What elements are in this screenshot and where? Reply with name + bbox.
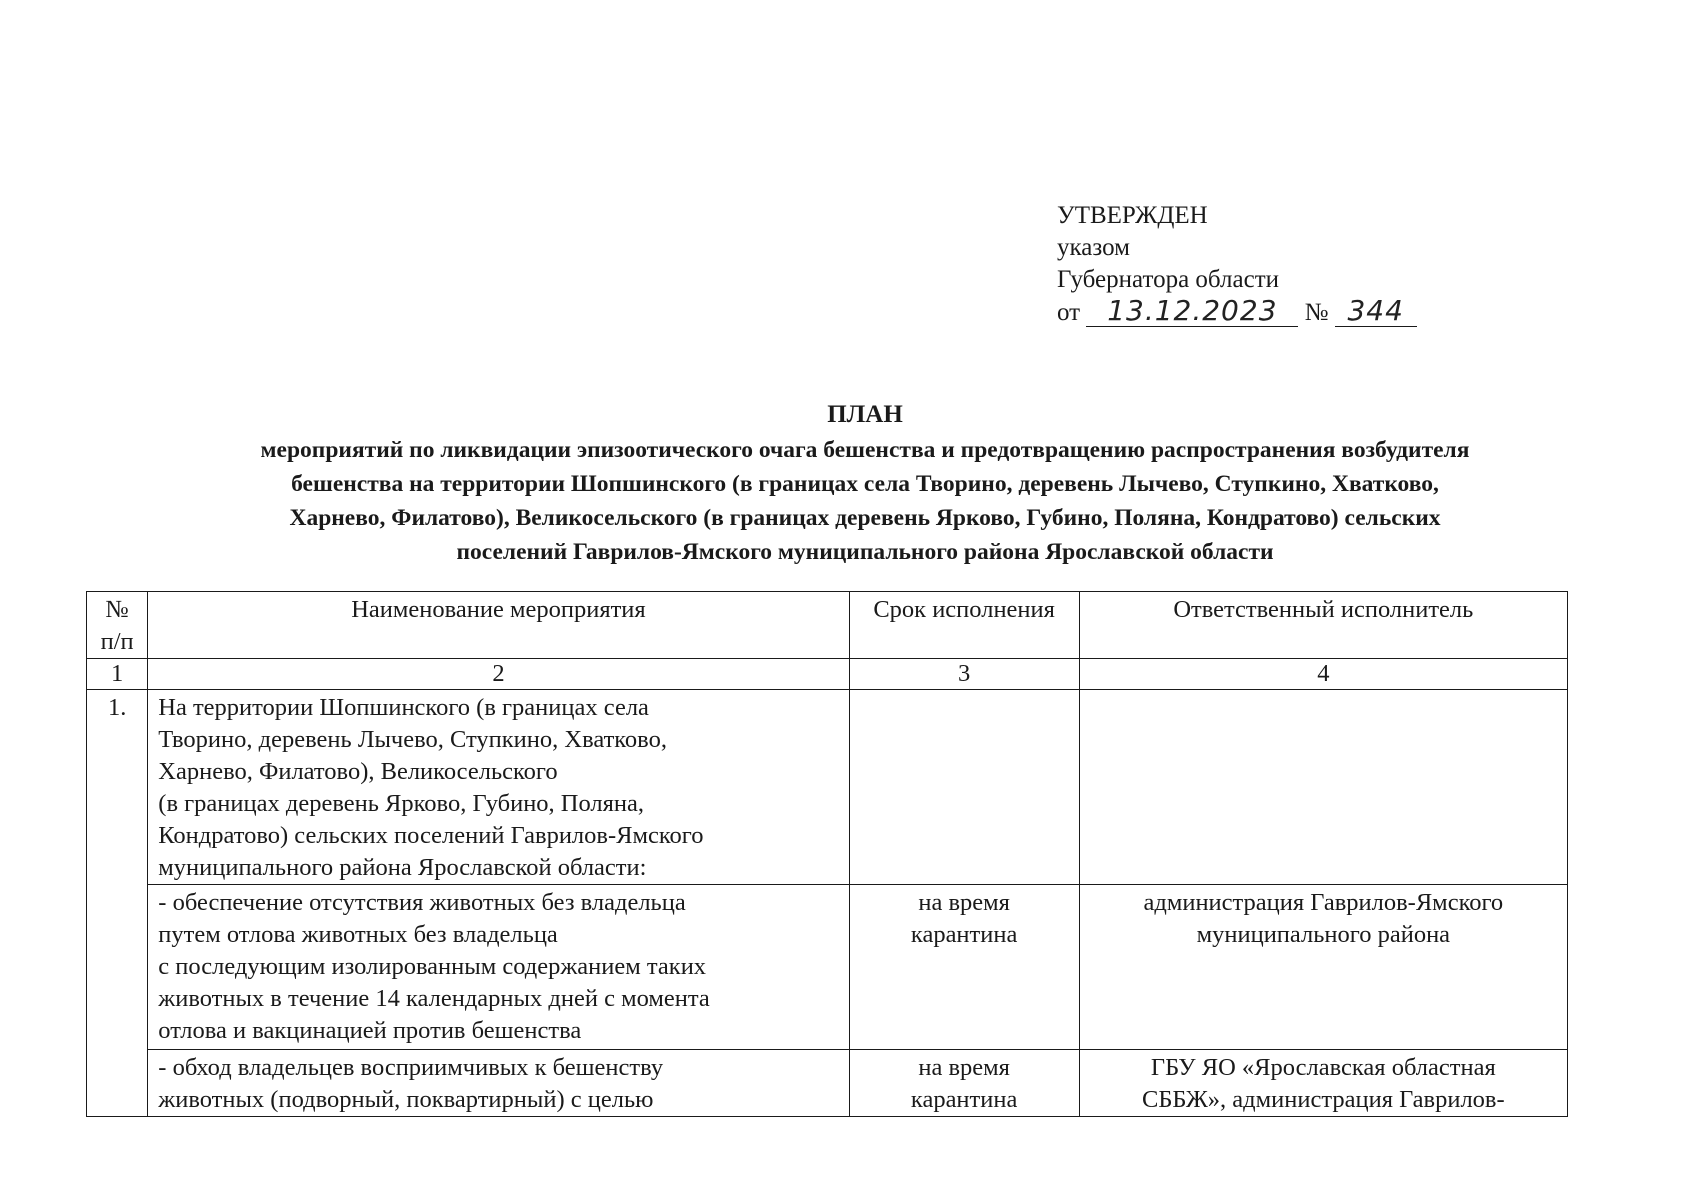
number-cell: 2 <box>148 659 849 690</box>
date-prefix: от <box>1057 299 1081 326</box>
activity-cell <box>148 1050 849 1117</box>
term-cell <box>849 885 1079 1050</box>
header-term: Срок исполнения <box>849 592 1079 659</box>
text-line: на время <box>918 889 1010 916</box>
text-line: (в границах деревень Ярково, Губино, Поляна, <box>158 790 645 817</box>
header-activity: Наименование мероприятия <box>148 592 849 659</box>
approval-stamp <box>1057 200 1417 329</box>
number-prefix: № <box>1304 299 1329 326</box>
header-responsible: Ответственный исполнитель <box>1079 592 1567 659</box>
text-line: муниципального района <box>1196 921 1451 948</box>
row-number: 1. <box>87 690 148 1117</box>
table-row <box>87 885 1568 1050</box>
table-row <box>87 1050 1568 1117</box>
text-line: карантина <box>910 1086 1018 1113</box>
text-line: - обеспечение отсутствия животных без владельца <box>158 889 686 916</box>
text-line: администрация Гаврилов-Ямского <box>1143 889 1504 916</box>
section-text <box>148 690 849 885</box>
handwritten-date: 13.12.2023 <box>1086 296 1298 327</box>
text-line: ГБУ ЯО «Ярославская областная <box>1150 1054 1496 1081</box>
table-number-row <box>87 659 1568 690</box>
title-line-4: поселений Гаврилов-Ямского муниципального района Ярославской области <box>456 539 1274 565</box>
text-line: отлова и вакцинацией против бешенства <box>158 1017 582 1044</box>
title-line-1: мероприятий по ликвидации эпизоотического очага бешенства и предотвращению распространения возбудителя <box>260 437 1470 463</box>
approval-title: УТВЕРЖДЕН <box>1057 202 1208 229</box>
text-line: СББЖ», администрация Гаврилов- <box>1141 1086 1505 1113</box>
plan-table <box>86 591 1568 1117</box>
responsible-cell <box>1079 885 1567 1050</box>
title-line-3: Харнево, Филатово), Великосельского (в границах деревень Ярково, Губино, Поляна, Кондратово) сельских <box>289 505 1441 531</box>
text-line: карантина <box>910 921 1018 948</box>
text-line: муниципального района Ярославской области: <box>158 854 647 881</box>
text-line: путем отлова животных без владельца <box>158 921 558 948</box>
header-num: № п/п <box>87 592 148 659</box>
table-row <box>87 690 1568 885</box>
number-cell: 4 <box>1079 659 1567 690</box>
title-heading: ПЛАН <box>827 401 903 428</box>
text-line: - обход владельцев восприимчивых к бешенству <box>158 1054 664 1081</box>
approval-decree: указом <box>1057 234 1130 261</box>
title-line-2: бешенства на территории Шопшинского (в границах села Творино, деревень Лычево, Ступкино, Хватково, <box>291 471 1439 497</box>
handwritten-number: 344 <box>1335 296 1417 327</box>
text-line: Творино, деревень Лычево, Ступкино, Хватково, <box>158 726 667 753</box>
number-cell: 3 <box>849 659 1079 690</box>
number-cell: 1 <box>87 659 148 690</box>
text-line: Харнево, Филатово), Великосельского <box>158 758 558 785</box>
text-line: на время <box>918 1054 1010 1081</box>
section-term-cell <box>849 690 1079 885</box>
approval-authority: Губернатора области <box>1057 266 1279 293</box>
text-line: с последующим изолированным содержанием таких <box>158 953 707 980</box>
text-line: животных в течение 14 календарных дней с момента <box>158 985 710 1012</box>
approval-date-number-line <box>1057 296 1417 329</box>
responsible-cell <box>1079 1050 1567 1117</box>
table-header-row <box>87 592 1568 659</box>
text-line: На территории Шопшинского (в границах села <box>158 694 649 721</box>
term-cell <box>849 1050 1079 1117</box>
text-line: Кондратово) сельских поселений Гаврилов-Ямского <box>158 822 704 849</box>
activity-cell <box>148 885 849 1050</box>
document-title <box>80 398 1650 569</box>
text-line: животных (подворный, поквартирный) с целью <box>158 1086 654 1113</box>
section-responsible-cell <box>1079 690 1567 885</box>
